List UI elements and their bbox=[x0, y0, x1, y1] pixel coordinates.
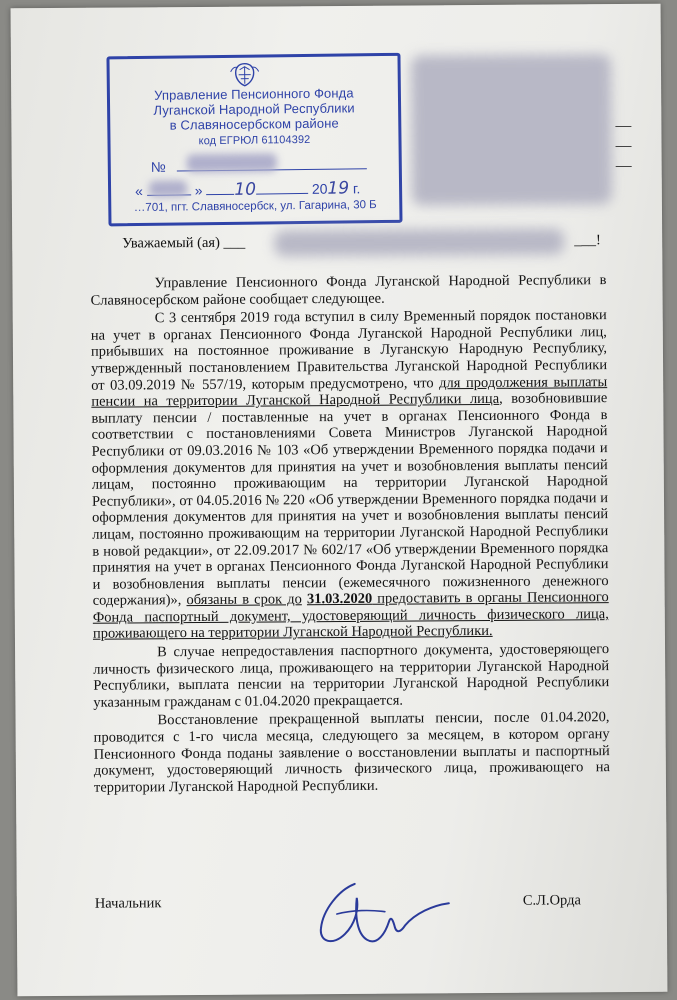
date-year-prefix: 20 bbox=[311, 180, 328, 197]
redacted-number bbox=[187, 153, 277, 172]
paragraph-2: С 3 сентября 2019 года вступил в силу Временный порядок постановки на учет в органах Пенсионного Фонда Луганской Народной Республики лиц, прибывших на постоянное проживание в Луганскую Народную Республику, утвержденный постановлением Правительства Луганской Народной Республики от 03.09.2019 № 557/19, которым предусмотрено, что для продолжения выплаты пенсии на территории Луганской Народной Республики лица, возобновившие выплату пенсии / поставленные на учет в органах Пенсионного Фонда в соответствии с постановлениями Совета Министров Луганской Народной Республики от 09.03.2016 № 103 «Об утверждении Временного порядка подачи и оформления документов для принятия на учет и возобновления выплаты пенсий лицам, постоянно проживающим на территории Луганской Народной Республики», от 04.05.2016 № 220 «Об утверждении Временного порядка подачи и оформления документов для принятия на учет и возобновления выплаты пенсий лицам, постоянно проживающим на территории Луганской Народной Республики в новой редакции», от 22.09.2017 № 602/17 «Об утверждении Временного порядка принятия на учет в органах Пенсионного Фонда Луганской Народной Республики и возобновления выплаты пенсии (ежемесячного пожизненного денежного содержания)», обязаны в срок до 31.03.2020 предоставить в органы Пенсионного Фонда паспортный документ, удостоверяющий личность физического лица, проживающего на территории Луганской Народной Республики. bbox=[90, 307, 609, 643]
date-suffix: г. bbox=[352, 180, 361, 197]
date-close-quote: » bbox=[194, 182, 203, 199]
paragraph-4: Восстановление прекращенной выплаты пенсии, после 01.04.2020, проводится с 1-го числа месяца, следующего за месяцем, в котором органу Пенсионного Фонда поданы заявление о восстановлении выплаты и паспортный документ, удостоверяющий личность физического лица, проживающего на территории Луганской Народной Республики. bbox=[93, 709, 610, 796]
signature-block bbox=[17, 874, 668, 969]
margin-dash bbox=[616, 146, 632, 147]
stamp-line-3: в Славяносербском районе bbox=[169, 115, 339, 133]
coat-of-arms-icon bbox=[228, 61, 262, 87]
stamp-line-4: код ЕГРЮЛ 61104392 bbox=[198, 133, 311, 148]
date-open-quote: « bbox=[135, 182, 143, 200]
greeting-prefix: Уважаемый (ая) ___ bbox=[122, 234, 246, 252]
stamp-address: …701, пгт. Славяносербск, ул. Гагарина, 30 Б bbox=[133, 199, 377, 215]
underlined-requirement: для продолжения выплаты пенсии на территории Луганской Народной Республики лица bbox=[91, 373, 608, 410]
registration-stamp bbox=[106, 53, 402, 227]
date-month: 10 bbox=[234, 179, 257, 200]
stamp-line-1: Управление Пенсионного Фонда bbox=[154, 85, 354, 103]
signatory-name: С.Л.Орда bbox=[522, 892, 581, 909]
date-year-hand: 19 bbox=[327, 178, 350, 199]
letter-body bbox=[90, 272, 610, 796]
deadline-date: 31.03.2020 bbox=[306, 591, 373, 608]
handwritten-signature bbox=[293, 875, 454, 956]
margin-dash bbox=[615, 126, 631, 127]
underlined-obligation: предоставить в органы Пенсионного Фонда паспортный документ, удостоверяющий личность физического лица, проживающего на территории Луганской Народной Республики. bbox=[92, 589, 609, 643]
greeting bbox=[122, 232, 601, 253]
stamp-number-label: № bbox=[150, 158, 166, 175]
greeting-suffix: ___! bbox=[574, 232, 601, 249]
redacted-name bbox=[274, 228, 564, 256]
stamp-line-2: Луганской Народной Республики bbox=[153, 100, 355, 118]
redacted-addressee bbox=[411, 54, 612, 205]
signatory-title: Начальник bbox=[94, 895, 162, 912]
redacted-day bbox=[149, 180, 187, 196]
paragraph-3: В случае непредоставления паспортного документа, удостоверяющего личность физического лица, проживающего на территории Луганской Народной Республики, выплата пенсии на территории Луганской Народной Республики указанным гражданам с 01.04.2020 прекращается. bbox=[93, 641, 610, 711]
underlined-deadline: обязаны в срок до bbox=[186, 591, 302, 609]
margin-dash bbox=[616, 166, 632, 167]
letter-page bbox=[11, 4, 668, 997]
paragraph-1: Управление Пенсионного Фонда Луганской Народной Республики в Славяносербском районе сообщает следующее. bbox=[90, 272, 607, 309]
